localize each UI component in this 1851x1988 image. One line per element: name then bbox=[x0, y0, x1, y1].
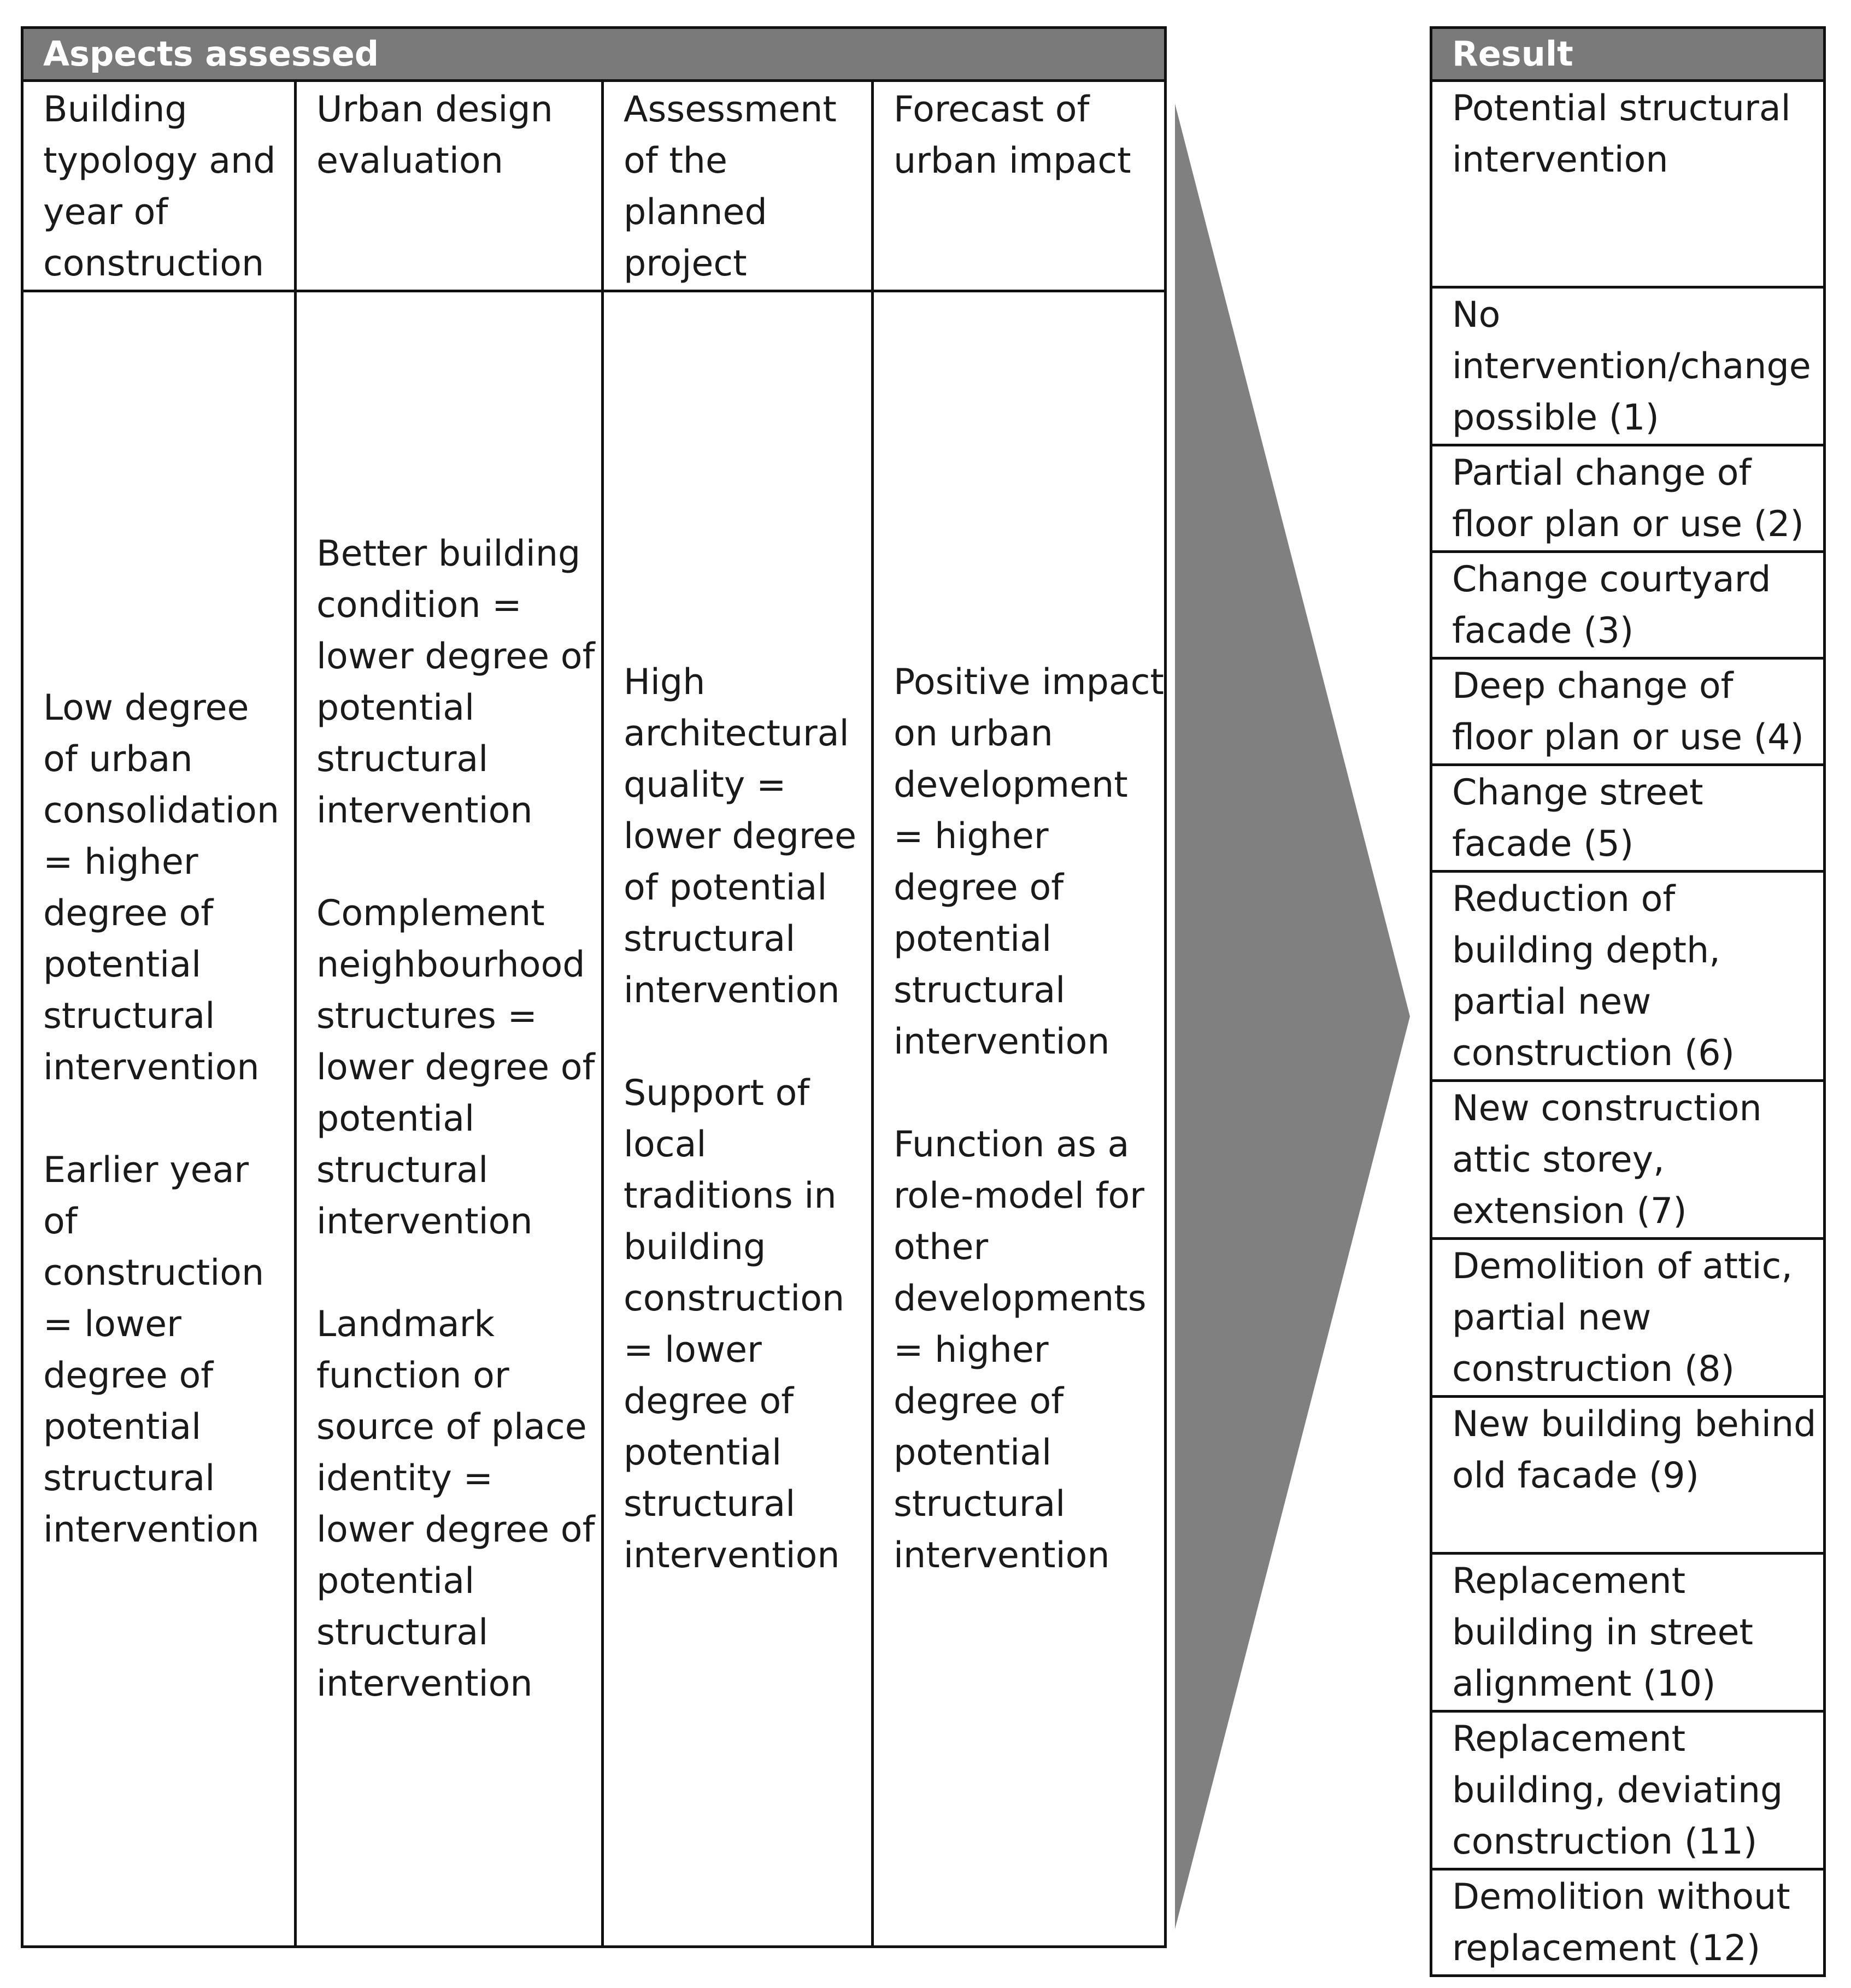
criterion-text: Function as a role-model for other developments = higher degree of potential structural intervention bbox=[894, 1124, 1147, 1576]
result-item: New construction attic storey, extension (7) bbox=[1431, 1081, 1825, 1239]
result-table bbox=[1430, 26, 1826, 1977]
criterion-text: Low degree of urban consolidation = higher degree of potential structural intervention bbox=[43, 687, 280, 1088]
column-body-urban-impact bbox=[873, 291, 1166, 1947]
column-body-urban-design bbox=[296, 291, 603, 1947]
result-item: Change street facade (5) bbox=[1431, 765, 1825, 872]
chevron-arrow-icon bbox=[1175, 104, 1415, 1929]
aspects-table bbox=[21, 26, 1167, 1948]
column-body-planned-project bbox=[603, 291, 873, 1947]
criterion-text: Positive impact on urban development = higher degree of potential structural intervention bbox=[894, 661, 1164, 1062]
result-item: Replacement building, deviating construction (11) bbox=[1431, 1711, 1825, 1869]
aspects-header: Aspects assessed bbox=[22, 28, 1166, 81]
result-item: Demolition of attic, partial new construction (8) bbox=[1431, 1239, 1825, 1397]
criterion-text: Better building condition = lower degree of potential structural intervention bbox=[316, 533, 595, 831]
result-item: Replacement building in street alignment (10) bbox=[1431, 1554, 1825, 1711]
result-header: Result bbox=[1431, 28, 1825, 81]
result-title: Potential structural intervention bbox=[1431, 81, 1825, 287]
result-item: Reduction of building depth, partial new construction (6) bbox=[1431, 872, 1825, 1081]
criterion-text: High architectural quality = lower degree of potential structural intervention bbox=[624, 661, 857, 1011]
criterion-text: Landmark function or source of place identity = lower degree of potential structural intervention bbox=[316, 1303, 595, 1704]
column-body-typology bbox=[22, 291, 296, 1947]
column-title-urban-impact: Forecast of urban impact bbox=[873, 81, 1166, 291]
result-item: Demolition without replacement (12) bbox=[1431, 1869, 1825, 1976]
criterion-text: Earlier year of construction = lower degree of potential structural intervention bbox=[43, 1149, 265, 1550]
column-title-planned-project: Assessment of the planned project bbox=[603, 81, 873, 291]
column-title-typology: Building typology and year of construction bbox=[22, 81, 296, 291]
column-title-urban-design: Urban design evaluation bbox=[296, 81, 603, 291]
result-item: Change courtyard facade (3) bbox=[1431, 552, 1825, 658]
arrow-shape bbox=[1175, 104, 1410, 1929]
result-item: No intervention/change possible (1) bbox=[1431, 287, 1825, 445]
result-item: New building behind old facade (9) bbox=[1431, 1397, 1825, 1554]
result-item: Partial change of floor plan or use (2) bbox=[1431, 445, 1825, 552]
result-item: Deep change of floor plan or use (4) bbox=[1431, 658, 1825, 765]
criterion-text: Support of local traditions in building construction = lower degree of potential structural intervention bbox=[624, 1072, 845, 1576]
criterion-text: Complement neighbourhood structures = lower degree of potential structural intervention bbox=[316, 892, 595, 1242]
